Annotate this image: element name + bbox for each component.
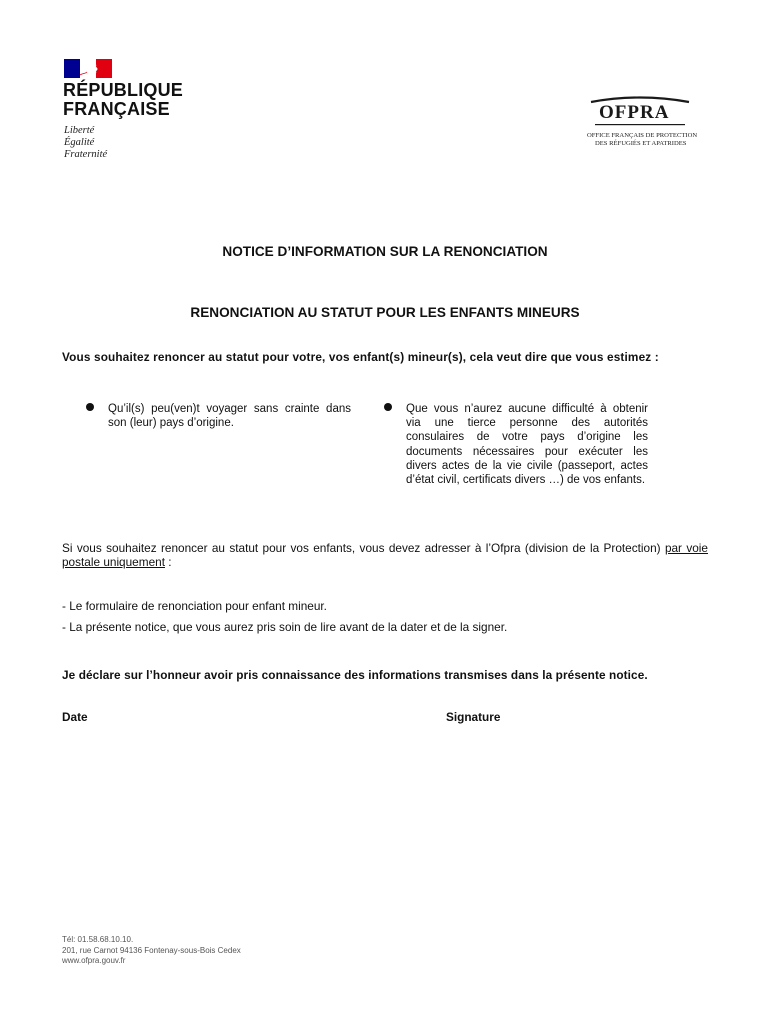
ofpra-name-line2: DES RÉFUGIÉS ET APATRIDES	[595, 140, 687, 147]
francaise-line: FRANÇAISE	[63, 99, 170, 119]
motto-egalite: Égalité	[64, 137, 95, 148]
marianne-logo	[64, 59, 112, 78]
ofpra-wordmark: OFPRA	[599, 102, 670, 123]
motto-liberte: Liberté	[64, 125, 95, 136]
bullet-travel: Qu’il(s) peu(ven)t voyager sans crainte dans son (leur) pays d’origine.	[108, 403, 351, 430]
signature-label: Signature	[446, 710, 501, 724]
footer-address: 201, rue Carnot 94136 Fontenay-sous-Bois Cedex	[62, 945, 241, 955]
ofpra-full-name	[587, 132, 697, 148]
date-label: Date	[62, 710, 88, 724]
required-item-notice: - La présente notice, que vous aurez pris soin de lire avant de la dater et de la signer.	[62, 620, 508, 634]
footer-phone: Tél: 01.58.68.10.10.	[62, 935, 134, 944]
bullet-icon	[86, 403, 94, 411]
sending-suffix: :	[164, 555, 172, 569]
intro-statement: Vous souhaitez renoncer au statut pour votre, vos enfant(s) mineur(s), cela veut dire que vous estimez :	[62, 350, 659, 364]
motto-fraternite: Fraternité	[64, 149, 108, 160]
republique-line: RÉPUBLIQUE	[63, 80, 184, 100]
ofpra-name-line1: OFFICE FRANÇAIS DE PROTECTION	[587, 132, 698, 139]
bullet-documents: Que vous n’aurez aucune difficulté à obtenir via une tierce personne des autorités consulaires de votre pays d’origine les documents nécessaires pour exécuter les divers actes de la vie civile (passeport, actes d’état civil, certificats divers …) de vos enfants.	[406, 403, 648, 487]
notice-subtitle: RENONCIATION AU STATUT POUR LES ENFANTS MINEURS	[190, 305, 580, 320]
notice-title: NOTICE D’INFORMATION SUR LA RENONCIATION	[222, 244, 548, 259]
sending-instructions	[62, 541, 708, 569]
footer-website: www.ofpra.gouv.fr	[62, 956, 126, 965]
bullet-icon	[384, 403, 392, 411]
postal-only-emphasis: par voie postale uniquement	[62, 541, 708, 569]
sending-text: Si vous souhaitez renoncer au statut pour vos enfants, vous devez adresser à l’Ofpra (division de la Protection)	[62, 541, 665, 555]
footer-contact	[62, 935, 241, 967]
required-item-form: - Le formulaire de renonciation pour enfant mineur.	[62, 599, 327, 613]
republic-motto	[64, 125, 107, 161]
republique-francaise-title	[63, 81, 183, 119]
honor-declaration: Je déclare sur l’honneur avoir pris connaissance des informations transmises dans la présente notice.	[62, 668, 648, 682]
